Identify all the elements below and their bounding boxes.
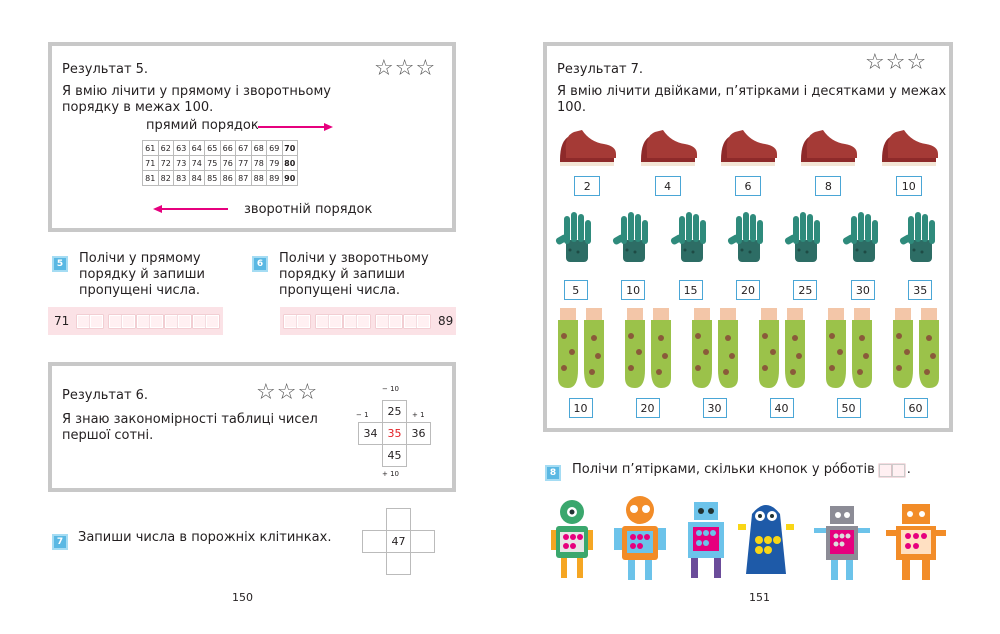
gloves-label: 15 bbox=[679, 280, 703, 300]
shoes-row bbox=[547, 118, 949, 208]
gloves-row bbox=[547, 210, 949, 300]
number-cell: 75 bbox=[205, 156, 221, 171]
task6-text: Полічи у зворотньому порядку й запиши пропущені числа. bbox=[279, 251, 429, 298]
socks-row bbox=[547, 308, 949, 428]
gloves-label: 35 bbox=[908, 280, 932, 300]
answer-cells[interactable] bbox=[77, 315, 103, 328]
number-cell: 82 bbox=[158, 171, 174, 186]
result7-text: Я вмію лічити двійками, п’ятірками і десятками у межах 100. bbox=[557, 84, 947, 115]
answer-cells[interactable] bbox=[165, 315, 191, 328]
number-cell: 78 bbox=[251, 156, 267, 171]
shoe-icon bbox=[878, 122, 940, 174]
robot-6 bbox=[886, 504, 946, 580]
number-cell: 62 bbox=[158, 141, 174, 156]
number-cell: 87 bbox=[236, 171, 252, 186]
task8-badge: 8 bbox=[545, 465, 561, 481]
glove-icon bbox=[783, 210, 827, 270]
answer-cells[interactable] bbox=[193, 315, 219, 328]
answer-cells[interactable] bbox=[137, 315, 163, 328]
gloves-label: 5 bbox=[564, 280, 588, 300]
number-cell: 88 bbox=[251, 171, 267, 186]
plus10-label: + 10 bbox=[382, 470, 399, 478]
shoes-label: 4 bbox=[655, 176, 681, 196]
number-cell: 70 bbox=[282, 141, 298, 156]
result6-box bbox=[48, 362, 456, 492]
socks-label: 60 bbox=[904, 398, 928, 418]
socks-label: 30 bbox=[703, 398, 727, 418]
cross-center: 35 bbox=[383, 423, 407, 445]
shoe-icon bbox=[556, 122, 618, 174]
result7-stars: ☆☆☆ bbox=[865, 50, 928, 75]
shoe-icon bbox=[717, 122, 779, 174]
number-cell: 72 bbox=[158, 156, 174, 171]
gloves-label: 25 bbox=[793, 280, 817, 300]
sock-icon bbox=[688, 308, 742, 398]
task6-end-number: 89 bbox=[438, 313, 454, 328]
robot-3 bbox=[688, 502, 724, 578]
task8-answer-cells[interactable] bbox=[879, 464, 905, 477]
glove-icon bbox=[554, 210, 598, 270]
shoe-icon bbox=[797, 122, 859, 174]
number-cell: 86 bbox=[220, 171, 236, 186]
socks-label: 40 bbox=[770, 398, 794, 418]
glove-icon bbox=[898, 210, 942, 270]
gloves-label: 30 bbox=[851, 280, 875, 300]
shoes-label: 2 bbox=[574, 176, 600, 196]
robots-illustration bbox=[548, 494, 953, 586]
task5-text: Полічи у прямому порядку й запиши пропущені числа. bbox=[79, 251, 205, 298]
robot-2 bbox=[614, 496, 666, 580]
gloves-label: 20 bbox=[736, 280, 760, 300]
answer-cells[interactable] bbox=[344, 315, 370, 328]
answer-cells[interactable] bbox=[316, 315, 342, 328]
number-cell: 90 bbox=[282, 171, 298, 186]
shoes-label: 10 bbox=[896, 176, 922, 196]
plus1-label: + 1 bbox=[412, 411, 425, 419]
minus10-label: − 10 bbox=[382, 385, 399, 393]
cross-table bbox=[358, 400, 431, 467]
task7-badge: 7 bbox=[52, 534, 68, 550]
answer-cells[interactable] bbox=[284, 315, 310, 328]
task5-strip bbox=[48, 307, 223, 335]
task6-badge: 6 bbox=[252, 256, 268, 272]
task6-strip bbox=[280, 307, 456, 335]
cross-right: 36 bbox=[407, 423, 431, 445]
robot-5 bbox=[814, 506, 870, 580]
forward-arrow-icon bbox=[258, 122, 334, 132]
number-cell: 84 bbox=[189, 171, 205, 186]
task8-end: . bbox=[906, 462, 911, 477]
number-cell: 73 bbox=[174, 156, 190, 171]
task7-text: Запиши числа в порожніх клітинках. bbox=[78, 530, 332, 545]
number-cell: 66 bbox=[220, 141, 236, 156]
answer-cells[interactable] bbox=[109, 315, 135, 328]
page-number-right: 151 bbox=[749, 591, 770, 604]
number-table bbox=[142, 140, 298, 186]
number-cell: 77 bbox=[236, 156, 252, 171]
number-cell: 71 bbox=[143, 156, 159, 171]
empty-cell[interactable] bbox=[387, 553, 411, 575]
result6-stars: ☆☆☆ bbox=[256, 380, 319, 405]
cross-bottom: 45 bbox=[383, 445, 407, 467]
result5-title: Результат 5. bbox=[62, 62, 149, 77]
number-cell: 65 bbox=[205, 141, 221, 156]
sock-icon bbox=[554, 308, 608, 398]
empty-cell[interactable] bbox=[387, 509, 411, 531]
robot-1 bbox=[551, 500, 593, 578]
glove-icon bbox=[841, 210, 885, 270]
glove-icon bbox=[611, 210, 655, 270]
forward-label: прямий порядок bbox=[146, 118, 259, 133]
backward-arrow-icon bbox=[152, 204, 228, 214]
task7-center: 47 bbox=[387, 531, 411, 553]
number-cell: 61 bbox=[143, 141, 159, 156]
robot-4 bbox=[738, 505, 794, 574]
number-cell: 81 bbox=[143, 171, 159, 186]
number-cell: 76 bbox=[220, 156, 236, 171]
empty-cell[interactable] bbox=[363, 531, 387, 553]
answer-cells[interactable] bbox=[404, 315, 430, 328]
result5-stars: ☆☆☆ bbox=[374, 56, 437, 81]
socks-label: 50 bbox=[837, 398, 861, 418]
socks-label: 10 bbox=[569, 398, 593, 418]
task8-text-wrap bbox=[572, 462, 911, 478]
page-number-left: 150 bbox=[232, 591, 253, 604]
cross-left: 34 bbox=[359, 423, 383, 445]
task7-cross bbox=[362, 508, 435, 575]
task5-start-number: 71 bbox=[54, 313, 70, 328]
shoes-label: 6 bbox=[735, 176, 761, 196]
result5-text: Я вмію лічити у прямому і зворотньому порядку в межах 100. bbox=[62, 84, 331, 115]
sock-icon bbox=[755, 308, 809, 398]
number-cell: 69 bbox=[267, 141, 283, 156]
shoe-icon bbox=[637, 122, 699, 174]
result6-text: Я знаю закономірності таблиці чисел першої сотні. bbox=[62, 412, 318, 443]
result7-title: Результат 7. bbox=[557, 62, 644, 77]
sock-icon bbox=[822, 308, 876, 398]
number-cell: 74 bbox=[189, 156, 205, 171]
glove-icon bbox=[726, 210, 770, 270]
answer-cells[interactable] bbox=[376, 315, 402, 328]
number-cell: 80 bbox=[282, 156, 298, 171]
socks-label: 20 bbox=[636, 398, 660, 418]
number-cell: 89 bbox=[267, 171, 283, 186]
sock-icon bbox=[621, 308, 675, 398]
cross-top: 25 bbox=[383, 401, 407, 423]
number-cell: 64 bbox=[189, 141, 205, 156]
task5-badge: 5 bbox=[52, 256, 68, 272]
minus1-label: − 1 bbox=[356, 411, 369, 419]
sock-icon bbox=[889, 308, 943, 398]
result6-title: Результат 6. bbox=[62, 388, 149, 403]
result7-box bbox=[543, 42, 953, 432]
glove-icon bbox=[669, 210, 713, 270]
task8-text: Полічи п’ятірками, скільки кнопок у рóботів bbox=[572, 462, 875, 477]
number-cell: 85 bbox=[205, 171, 221, 186]
result5-box bbox=[48, 42, 456, 232]
shoes-label: 8 bbox=[815, 176, 841, 196]
number-cell: 68 bbox=[251, 141, 267, 156]
number-cell: 83 bbox=[174, 171, 190, 186]
number-cell: 79 bbox=[267, 156, 283, 171]
number-cell: 67 bbox=[236, 141, 252, 156]
number-cell: 63 bbox=[174, 141, 190, 156]
empty-cell[interactable] bbox=[411, 531, 435, 553]
gloves-label: 10 bbox=[621, 280, 645, 300]
backward-label: зворотній порядок bbox=[244, 202, 373, 217]
